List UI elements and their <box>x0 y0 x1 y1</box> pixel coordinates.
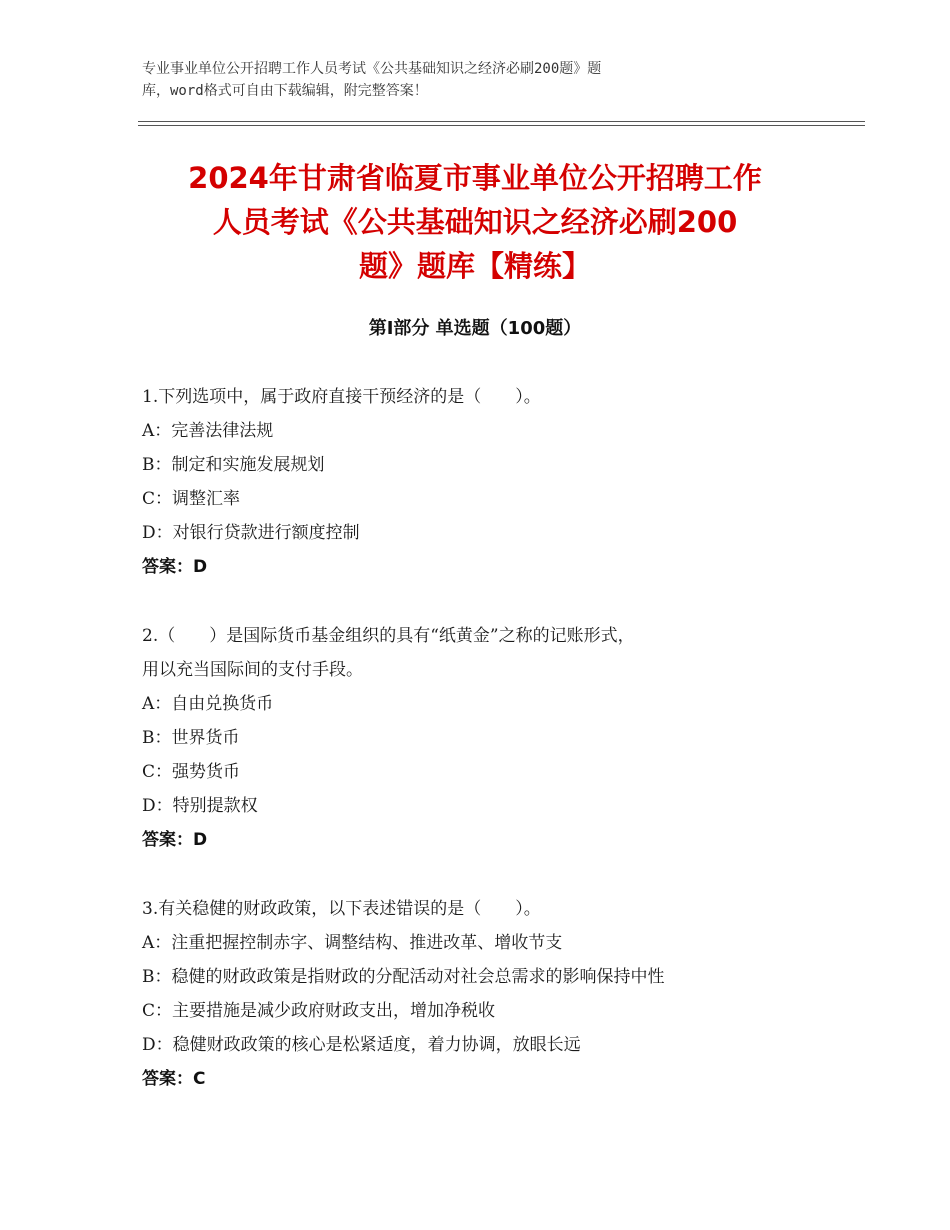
page-title <box>140 156 810 288</box>
question-stem: 2.（ ）是国际货币基金组织的具有“纸黄金”之称的记账形式， <box>142 626 635 646</box>
option-a: A：自由兑换货币 <box>142 694 274 714</box>
header-note <box>142 58 782 102</box>
header-divider-top <box>138 121 865 122</box>
question-3 <box>142 892 842 1096</box>
question-stem-continued: 用以充当国际间的支付手段。 <box>142 660 363 680</box>
page-title-line-1: 2024年甘肃省临夏市事业单位公开招聘工作 <box>188 161 762 195</box>
question-stem: 1.下列选项中，属于政府直接干预经济的是（ ）。 <box>142 387 541 407</box>
header-note-line-1: 专业事业单位公开招聘工作人员考试《公共基础知识之经济必刷200题》题 <box>142 61 602 77</box>
option-d: D：对银行贷款进行额度控制 <box>142 523 360 543</box>
option-b: B：世界货币 <box>142 728 240 748</box>
option-b: B：制定和实施发展规划 <box>142 455 325 475</box>
header-divider-bottom <box>138 125 865 126</box>
option-c: C：主要措施是减少政府财政支出，增加净税收 <box>142 1001 496 1021</box>
option-d: D：特别提款权 <box>142 796 258 816</box>
answer: 答案：D <box>142 557 208 577</box>
section-title: 第Ⅰ部分 单选题（100题） <box>368 318 582 339</box>
page-title-line-3: 题》题库【精练】 <box>358 249 591 283</box>
page-title-line-2: 人员考试《公共基础知识之经济必刷200 <box>212 205 738 239</box>
answer: 答案：C <box>142 1069 206 1089</box>
question-stem: 3.有关稳健的财政政策，以下表述错误的是（ ）。 <box>142 899 541 919</box>
option-a: A：注重把握控制赤字、调整结构、推进改革、增收节支 <box>142 933 563 953</box>
question-2 <box>142 619 842 857</box>
question-1 <box>142 380 842 584</box>
header-note-line-2: 库，word格式可自由下载编辑，附完整答案！ <box>142 83 428 99</box>
option-d: D：稳健财政政策的核心是松紧适度，着力协调，放眼长远 <box>142 1035 581 1055</box>
option-b: B：稳健的财政政策是指财政的分配活动对社会总需求的影响保持中性 <box>142 967 665 987</box>
option-c: C：调整汇率 <box>142 489 241 509</box>
option-c: C：强势货币 <box>142 762 241 782</box>
option-a: A：完善法律法规 <box>142 421 274 441</box>
answer: 答案：D <box>142 830 208 850</box>
